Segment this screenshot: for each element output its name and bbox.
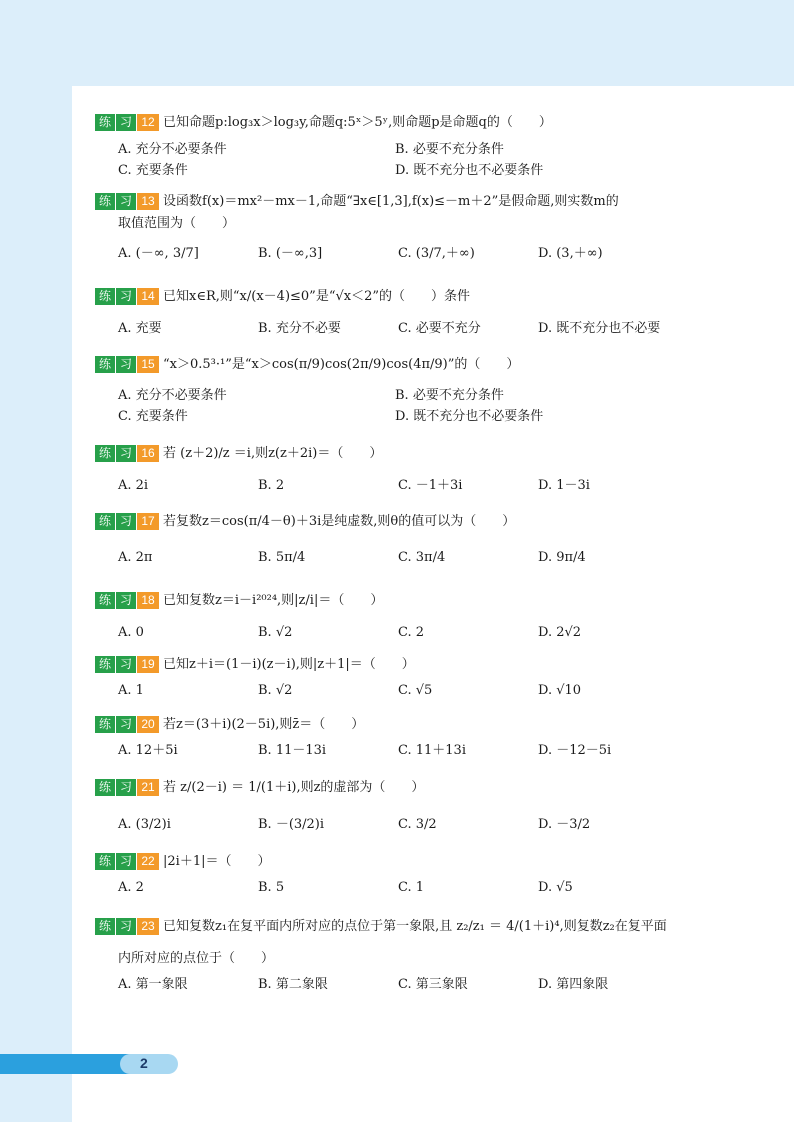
question-text: 若 (z＋2)/z ＝i,则z(z＋2i)＝（ ） xyxy=(163,446,383,461)
question-number: 18 xyxy=(137,592,159,609)
badge-lian: 练 xyxy=(95,288,115,305)
exercise-badge xyxy=(95,513,159,530)
answer-option: A. (3/2)i xyxy=(118,817,171,832)
question-text-continued: 内所对应的点位于（ ） xyxy=(118,951,275,966)
answer-option: D. √5 xyxy=(538,880,573,895)
answer-option: B. (－∞,3] xyxy=(258,246,323,261)
badge-lian: 练 xyxy=(95,716,115,733)
answer-option: B. 2 xyxy=(258,478,285,493)
question-number: 22 xyxy=(137,853,159,870)
answer-option: D. 既不充分也不必要条件 xyxy=(395,409,544,424)
question-text: 若复数z＝cos(π/4－θ)＋3i是纯虚数,则θ的值可以为（ ） xyxy=(163,514,516,529)
question-stem xyxy=(95,656,415,673)
answer-option: C. 必要不充分 xyxy=(398,321,481,336)
question-stem xyxy=(95,288,470,305)
question-text: 已知复数z₁在复平面内所对应的点位于第一象限,且 z₂/z₁ ＝ 4/(1＋i)⁴,则复数z₂在复平面 xyxy=(163,919,667,934)
question-text: 已知命题p:log₃x＞log₃y,命题q:5ˣ＞5ʸ,则命题p是命题q的（ ） xyxy=(163,115,552,130)
answer-option: A. 2i xyxy=(118,478,149,493)
question-text: 若z＝(3＋i)(2－5i),则z̄＝（ ） xyxy=(163,717,365,732)
question-stem xyxy=(95,445,382,462)
answer-option: D. －3/2 xyxy=(538,817,591,832)
question-text: |2i＋1|＝（ ） xyxy=(163,854,271,869)
question-stem xyxy=(95,853,271,870)
badge-lian: 练 xyxy=(95,779,115,796)
exercise-badge xyxy=(95,716,159,733)
badge-lian: 练 xyxy=(95,114,115,131)
badge-lian: 练 xyxy=(95,193,115,210)
exercise-badge xyxy=(95,592,159,609)
answer-option: A. 充分不必要条件 xyxy=(118,388,227,403)
exercise-badge xyxy=(95,918,159,935)
answer-option: D. (3,＋∞) xyxy=(538,246,603,261)
exercise-badge xyxy=(95,853,159,870)
question-number: 21 xyxy=(137,779,159,796)
answer-option: B. √2 xyxy=(258,683,293,698)
badge-lian: 练 xyxy=(95,853,115,870)
badge-xi: 习 xyxy=(116,779,136,796)
question-stem xyxy=(95,918,667,935)
answer-option: C. 充要条件 xyxy=(118,163,188,178)
badge-xi: 习 xyxy=(116,513,136,530)
answer-option: A. 充要 xyxy=(118,321,162,336)
badge-xi: 习 xyxy=(116,356,136,373)
question-text: 已知x∈R,则“x/(x－4)≤0”是“√x＜2”的（ ）条件 xyxy=(163,289,470,304)
badge-xi: 习 xyxy=(116,592,136,609)
answer-option: D. 第四象限 xyxy=(538,977,609,992)
answer-option: C. √5 xyxy=(398,683,433,698)
answer-option: C. 3π/4 xyxy=(398,550,446,565)
question-number: 12 xyxy=(137,114,159,131)
answer-option: A. 充分不必要条件 xyxy=(118,142,227,157)
question-text: 已知复数z＝i－i²⁰²⁴,则|z/i|＝（ ） xyxy=(163,593,384,608)
answer-option: A. 1 xyxy=(118,683,144,698)
exercise-badge xyxy=(95,288,159,305)
badge-xi: 习 xyxy=(116,716,136,733)
question-number: 15 xyxy=(137,356,159,373)
question-number: 13 xyxy=(137,193,159,210)
badge-lian: 练 xyxy=(95,445,115,462)
question-number: 14 xyxy=(137,288,159,305)
answer-option: A. 0 xyxy=(118,625,144,640)
answer-option: C. 1 xyxy=(398,880,425,895)
question-number: 19 xyxy=(137,656,159,673)
page-number: 2 xyxy=(140,1055,148,1071)
answer-option: A. 2 xyxy=(118,880,144,895)
exercise-badge xyxy=(95,356,159,373)
answer-option: D. 既不充分也不必要条件 xyxy=(395,163,544,178)
question-number: 16 xyxy=(137,445,159,462)
question-stem xyxy=(95,716,364,733)
exercise-badge xyxy=(95,656,159,673)
answer-option: D. 既不充分也不必要 xyxy=(538,321,661,336)
question-stem xyxy=(95,592,383,609)
page-background-left xyxy=(0,86,72,1122)
answer-option: A. 12＋5i xyxy=(118,743,178,758)
answer-option: B. 5π/4 xyxy=(258,550,306,565)
answer-option: C. 3/2 xyxy=(398,817,437,832)
badge-xi: 习 xyxy=(116,288,136,305)
badge-xi: 习 xyxy=(116,918,136,935)
exercise-badge xyxy=(95,193,159,210)
question-stem xyxy=(95,356,519,373)
badge-lian: 练 xyxy=(95,656,115,673)
question-text-continued: 取值范围为（ ） xyxy=(118,216,236,231)
answer-option: B. 5 xyxy=(258,880,285,895)
question-stem xyxy=(95,114,552,131)
answer-option: C. 充要条件 xyxy=(118,409,188,424)
question-text: 若 z/(2－i) ＝ 1/(1＋i),则z的虚部为（ ） xyxy=(163,780,425,795)
question-stem xyxy=(95,779,424,796)
answer-option: B. 11－13i xyxy=(258,743,327,758)
question-stem xyxy=(95,513,515,530)
answer-option: D. －12－5i xyxy=(538,743,612,758)
answer-option: B. 充分不必要 xyxy=(258,321,341,336)
answer-option: B. √2 xyxy=(258,625,293,640)
answer-option: C. －1＋3i xyxy=(398,478,463,493)
exercise-badge xyxy=(95,445,159,462)
answer-option: C. (3/7,＋∞) xyxy=(398,246,475,261)
badge-lian: 练 xyxy=(95,513,115,530)
badge-xi: 习 xyxy=(116,656,136,673)
answer-option: A. 2π xyxy=(118,550,153,565)
answer-option: C. 11＋13i xyxy=(398,743,466,758)
page-number-pill xyxy=(120,1054,178,1074)
answer-option: C. 2 xyxy=(398,625,425,640)
question-text: 设函数f(x)＝mx²－mx－1,命题“∃x∈[1,3],f(x)≤－m＋2”是假命题,则实数m的 xyxy=(163,194,619,209)
answer-option: D. 9π/4 xyxy=(538,550,586,565)
badge-lian: 练 xyxy=(95,592,115,609)
exercise-badge xyxy=(95,114,159,131)
answer-option: C. 第三象限 xyxy=(398,977,468,992)
answer-option: D. √10 xyxy=(538,683,582,698)
question-number: 23 xyxy=(137,918,159,935)
answer-option: A. 第一象限 xyxy=(118,977,188,992)
answer-option: B. 第二象限 xyxy=(258,977,328,992)
answer-option: D. 2√2 xyxy=(538,625,582,640)
question-stem xyxy=(95,193,619,210)
badge-lian: 练 xyxy=(95,356,115,373)
question-number: 17 xyxy=(137,513,159,530)
answer-option: B. 必要不充分条件 xyxy=(395,388,504,403)
answer-option: B. 必要不充分条件 xyxy=(395,142,504,157)
badge-xi: 习 xyxy=(116,114,136,131)
answer-option: A. (－∞, 3/7] xyxy=(118,246,199,261)
badge-xi: 习 xyxy=(116,445,136,462)
answer-option: B. －(3/2)i xyxy=(258,817,325,832)
badge-lian: 练 xyxy=(95,918,115,935)
badge-xi: 习 xyxy=(116,193,136,210)
question-number: 20 xyxy=(137,716,159,733)
question-text: 已知z＋i＝(1－i)(z－i),则|z＋1|＝（ ） xyxy=(163,657,415,672)
page-background-top xyxy=(0,0,794,86)
exercise-badge xyxy=(95,779,159,796)
answer-option: D. 1－3i xyxy=(538,478,590,493)
badge-xi: 习 xyxy=(116,853,136,870)
question-text: “x＞0.5³·¹”是“x＞cos(π/9)cos(2π/9)cos(4π/9)”的（ ） xyxy=(163,357,520,372)
